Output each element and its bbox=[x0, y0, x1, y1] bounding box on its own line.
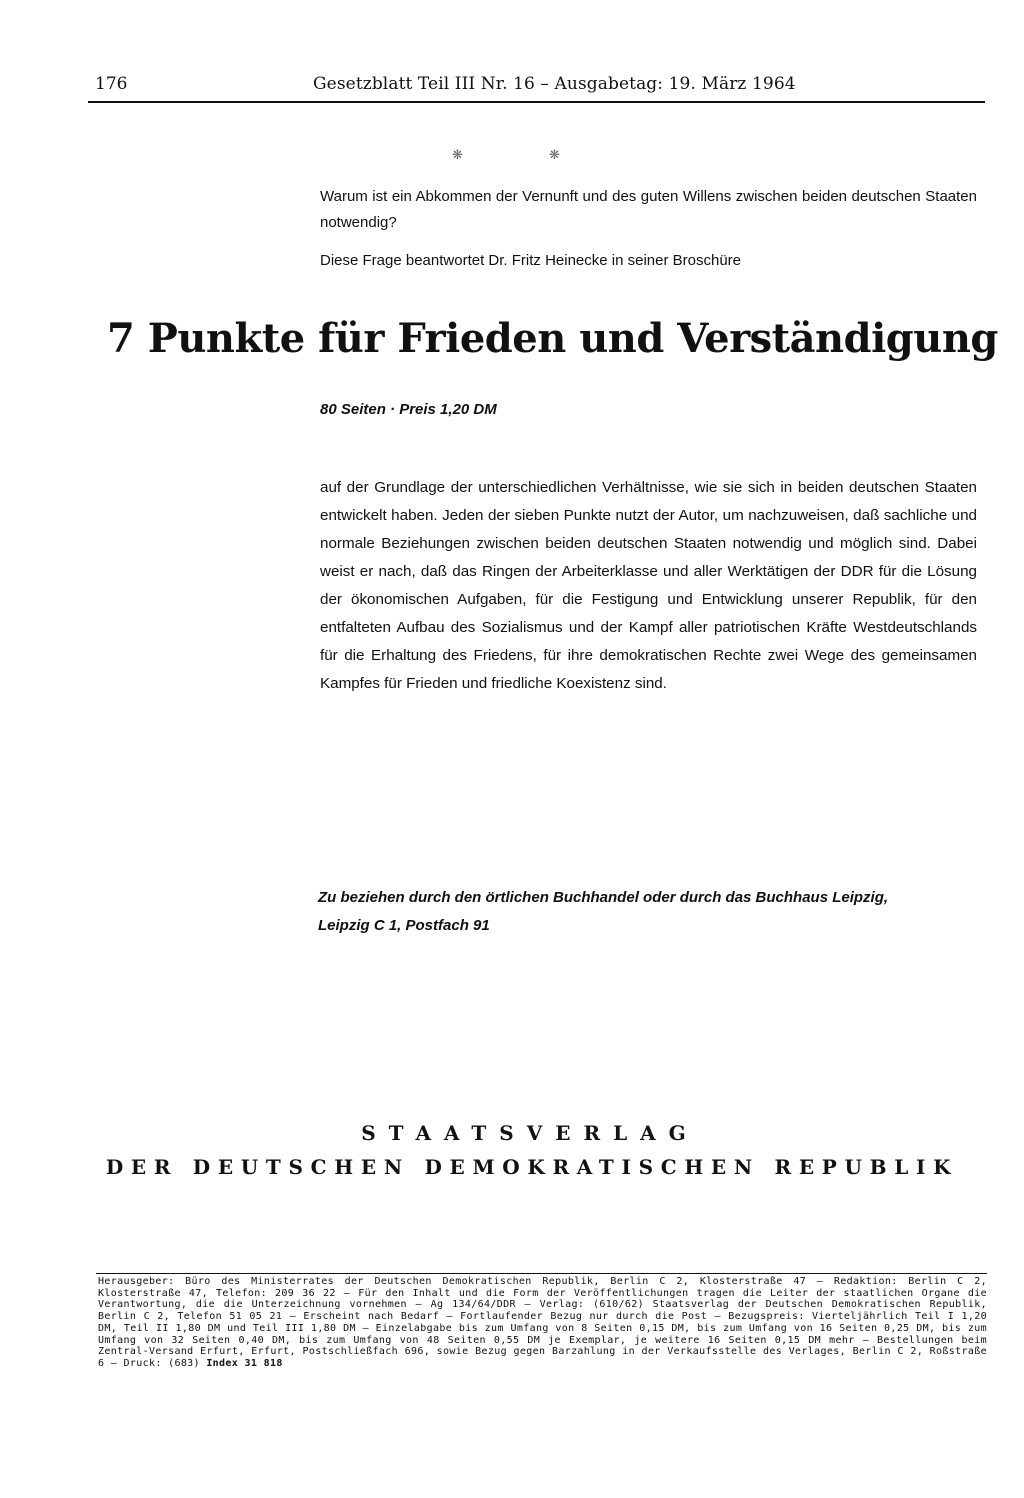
imprint-rule bbox=[96, 1273, 987, 1274]
publisher-country: DER DEUTSCHEN DEMOKRATISCHEN REPUBLIK bbox=[105, 1155, 959, 1179]
intro-answer: Diese Frage beantwortet Dr. Fritz Heinecke in seiner Broschüre bbox=[320, 252, 742, 269]
order-line-2: Leipzig C 1, Postfach 91 bbox=[318, 917, 490, 934]
book-title: 7 Punkte für Frieden und Verständigung bbox=[107, 315, 998, 362]
order-line-1: Zu beziehen durch den örtlichen Buchhandel oder durch das Buchhaus Leipzig, bbox=[318, 889, 889, 906]
ornament-icon: ❋ bbox=[452, 148, 463, 163]
publisher-name: STAATSVERLAG bbox=[361, 1121, 699, 1145]
index-number: Index 31 818 bbox=[206, 1357, 283, 1369]
intro-question: Warum ist ein Abkommen der Vernunft und des guten Willens zwischen beiden deutschen Staaten notwendig? bbox=[320, 188, 977, 231]
book-meta: 80 Seiten · Preis 1,20 DM bbox=[320, 401, 497, 418]
ornament-icon: ❋ bbox=[549, 148, 560, 163]
header-rule bbox=[88, 101, 985, 103]
page-number: 176 bbox=[95, 74, 128, 94]
book-description: auf der Grundlage der unterschiedlichen Verhältnisse, wie sie sich in beiden deutschen Staaten entwickelt haben. Jeden der sieben Punkte nutzt der Autor, um nachzuweisen, daß sachliche und normale Beziehungen zwischen beiden deutschen Staaten notwendig und möglich sind. Dabei weist er nach, daß das Ringen der Arbeiterklasse und aller Werktätigen der DDR für die Lösung der ökonomischen Aufgaben, für die Festigung und Entwicklung unserer Republik, für den entfalteten Aufbau des Sozialismus und der Kampf aller patriotischen Kräfte Westdeutschlands für die Erhaltung des Friedens, für ihre demokratischen Rechte zwei Wege des gemeinsamen Kampfes für Frieden und friedliche Koexistenz sind. bbox=[320, 479, 977, 692]
running-header: Gesetzblatt Teil III Nr. 16 – Ausgabetag: 19. März 1964 bbox=[313, 74, 796, 94]
order-info bbox=[318, 884, 888, 940]
imprint-text: Herausgeber: Büro des Ministerrates der Deutschen Demokratischen Republik, Berlin C 2, Klosterstraße 47 – Redaktion: Berlin C 2, Klosterstraße 47, Telefon: 209 36 22 – Für den Inhalt und die Form der Veröffentlichungen tragen die Leiter der staatlichen Organe die Verantwortung, die die Unterzeichnung vornehmen – Ag 134/64/DDR – Verlag: (610/62) Staatsverlag der Deutschen Demokratischen Republik, Berlin C 2, Telefon 51 05 21 – Erscheint nach Bedarf – Fortlaufender Bezug nur durch die Post – Bezugspreis: Vierteljährlich Teil I 1,20 DM, Teil II 1,80 DM und Teil III 1,80 DM – Einzelabgabe bis zum Umfang von 8 Seiten 0,15 DM, bis zum Umfang von 16 Seiten 0,25 DM, bis zum Umfang von 32 Seiten 0,40 DM, bis zum Umfang von 48 Seiten 0,55 DM je Exemplar, je weitere 16 Seiten 0,15 DM mehr – Bestellungen beim Zentral-Versand Erfurt, Erfurt, Postschließfach 696, sowie Bezug gegen Barzahlung in der Verkaufsstelle des Verlages, Berlin C 2, Roßstraße 6 – Druck: (683) bbox=[98, 1276, 987, 1369]
imprint bbox=[98, 1276, 987, 1370]
